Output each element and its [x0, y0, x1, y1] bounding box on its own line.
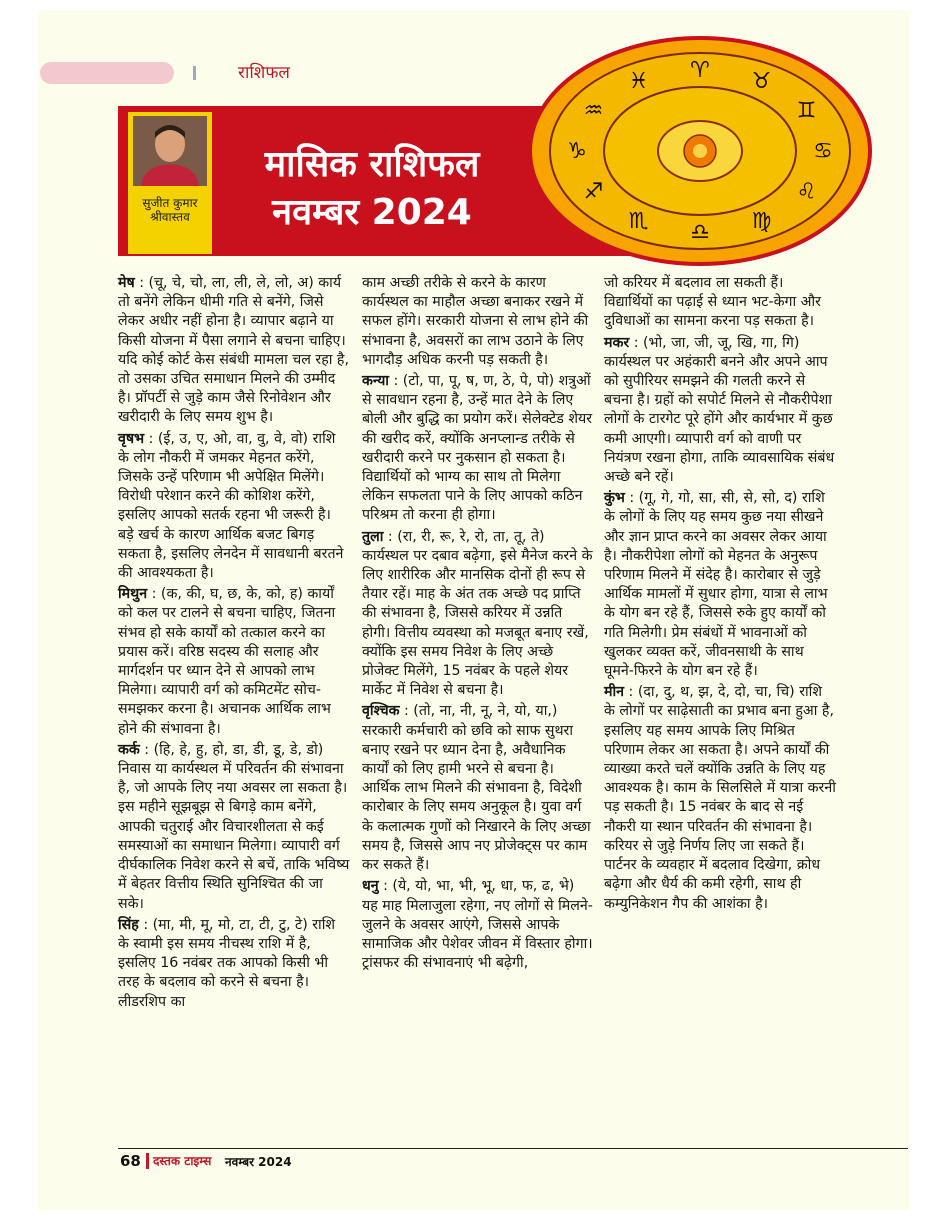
- horoscope-4: धनु : (ये, यो, भा, भी, भू, धा, फ, ढ, भे) यह माह मिलाजुला रहेगा, नए लोगों से मिलने-जुलने के अवसर आएंगे, जिससे आपके सामाजिक और पेशेवर जीवन में विस्तार होगा। ट्रांसफर की संभावनाएं भी बढ़ेगी,: [362, 878, 593, 972]
- page-number: 68: [120, 1152, 141, 1170]
- horoscope-3: कर्क : (हि, हे, हु, हो, डा, डी, डू, डे, डो) निवास या कार्यस्थल में परिवर्तन की संभावना है, जो आपके लिए नया अवसर ला सकता है। इस महीने सूझबूझ से बिगड़े काम बनेंगे, आपकी चतुराई और विचारशीलता से कई समस्याओं का समाधान मिलेगा। व्यापारी वर्ग दीर्घकालिक निवेश करने से बचें, ताकि भविष्य में बेहतर वित्तीय स्थिति सुनिश्चित की जा सके।: [118, 741, 350, 912]
- header-pill: [40, 62, 174, 84]
- sign-name: मकर: [604, 334, 630, 351]
- column-3: [604, 274, 836, 916]
- sun-icon: [684, 135, 716, 167]
- sign-name: कर्क: [118, 741, 140, 758]
- zodiac-symbol-icon: ♏: [628, 209, 649, 235]
- horoscope-2: मिथुन : (क, की, घ, छ, के, को, ह) कार्यों को कल पर टालने से बचना चाहिए, जितना संभव हो सके कार्यों को तत्काल करने का प्रयास करें। वरिष्ठ सदस्य की सलाह और मार्गदर्शन पर ध्यान देने से आपको लाभ मिलेगा। व्यापारी वर्ग को कमिटमेंट सोच-समझकर करना है। अचानक आर्थिक लाभ होने की संभावना है।: [118, 586, 336, 737]
- sign-name: मेष: [118, 275, 135, 291]
- author-photo: [133, 116, 207, 186]
- person-icon: [133, 116, 207, 186]
- zodiac-wheel: [527, 36, 873, 266]
- sign-name: धनु: [362, 878, 379, 895]
- horoscope-3: मीन : (दा, दु, थ, झ, दे, दो, चा, चि) राशि के लोगों पर साढ़ेसाती का प्रभाव बना हुआ है, इसलिए यह समय आपके लिए मिश्रित परिणाम लेकर आ सकता है। अपने कार्यों की व्याख्या करते चलें क्योंकि उन्नति के लिए यह आवश्यक है। काम के सिलसिले में यात्रा करनी पड़ सकती है। 15 नवंबर के बाद से नई नौकरी या स्थान परिवर्तन की संभावना है। करियर से जुड़े निर्णय लिए जा सकते हैं। पार्टनर के व्यवहार में बदलाव दिखेगा, क्रोध बढ़ेगा और धैर्य की कमी रहेगी, साथ ही कम्युनिकेशन गैप की आशंका है।: [604, 684, 836, 912]
- page-title-line1: मासिक राशिफल: [264, 144, 480, 185]
- sign-name: सिंह: [118, 916, 139, 933]
- horoscope-2: कुंभ : (गू, गे, गो, सा, सी, से, सो, द) राशि के लोगों के लिए यह समय कुछ नया सीखने और ज्ञान प्राप्त करने का अवसर लेकर आया है। नौकरीपेशा लोगों को मेहनत के अनुरूप परिणाम मिलने में संदेह है। कारोबार से जुड़े आर्थिक मामलों में सुधार होगा, यात्रा से लाभ के योग बन रहे हैं, जिससे रुके हुए कार्यों को गति मिलेगी। प्रेम संबंधों में भावनाओं को खुलकर व्यक्त करें, जीवनसाथी के साथ घूमने-फिरने के योग बन रहे हैं।: [604, 490, 828, 680]
- footer-rule: [118, 1148, 908, 1149]
- sign-name: तुला: [362, 528, 384, 545]
- zodiac-symbol-icon: ♌: [796, 179, 817, 205]
- column-1: [118, 274, 350, 1014]
- sign-name: कुंभ: [604, 490, 625, 507]
- section-label: राशिफल: [238, 63, 290, 83]
- footer-divider: [146, 1153, 149, 1169]
- sign-name: मिथुन: [118, 586, 148, 603]
- horoscope-continued: जो करियर में बदलाव ला सकती हैं। विद्यार्थियों का पढ़ाई से ध्यान भट-केगा और दुविधाओं का सामना करना पड़ सकता है।: [604, 275, 821, 330]
- magazine-name: दस्तक टाइम्स: [153, 1154, 212, 1168]
- page-title-line2: नवम्बर 2024: [272, 192, 472, 233]
- horoscope-2: तुला : (रा, री, रू, रे, रो, ता, तू, ते) कार्यस्थल पर दबाव बढ़ेगा, इसे मैनेज करने के लिए शारीरिक और मानसिक दोनों ही रूप से तैयार रहें। माह के अंत तक अच्छे पद प्राप्ति की संभावना है, जिससे करियर में उन्नति होगी। वित्तीय व्यवस्था को मजबूत बनाए रखें, क्योंकि इस समय निवेश के लिए अच्छे प्रोजेक्ट मिलेंगे, 15 नवंबर के पहले शेयर मार्केट में निवेश से बचना है।: [362, 528, 593, 699]
- zodiac-symbol-icon: ♈: [690, 58, 710, 83]
- zodiac-symbol-icon: ♋: [813, 139, 833, 164]
- header-divider: [193, 66, 196, 80]
- author-name: सुजीत कुमार श्रीवास्तव: [142, 196, 198, 224]
- sign-name: कन्या: [362, 373, 389, 390]
- zodiac-symbol-icon: ♑: [567, 139, 587, 164]
- sign-name: मीन: [604, 684, 625, 701]
- horoscope-1: कन्या : (टो, पा, पू, ष, ण, ठे, पे, पो) शत्रुओं से सावधान रहना है, उन्हें मात देने के लिए बोली और बुद्धि का प्रयोग करें। सेलेक्टेड शेयर की खरीद करें, क्योंकि अनप्लान्ड तरीके से खरीदारी करने पर नुकसान हो सकता है। विद्यार्थियों को भाग्य का साथ तो मिलेगा लेकिन सफलता पाने के लिए आपको कठिन परिश्रम तो करना ही होगा।: [362, 373, 593, 524]
- horoscope-1: वृषभ : (ई, उ, ए, ओ, वा, वु, वे, वो) राशि के लोग नौकरी में जमकर मेहनत करेंगे, जिसके उन्हें परिणाम भी अपेक्षित मिलेंगे। विरोधी परेशान करने की कोशिश करेंगे, इसलिए आपको सतर्क रहना भी जरूरी है। बड़े खर्च के कारण आर्थिक बजट बिगड़ सकता है, इसलिए लेनदेन में सावधानी बरतने की आवश्यकता है।: [118, 430, 344, 582]
- sign-name: वृश्चिक: [362, 703, 400, 720]
- zodiac-symbol-icon: ♒: [583, 98, 604, 124]
- issue-month: नवम्बर 2024: [225, 1155, 292, 1169]
- zodiac-symbol-icon: ♍: [751, 209, 772, 235]
- horoscope-4: सिंह : (मा, मी, मू, मो, टा, टी, टु, टे) राशि के स्वामी इस समय नीचस्थ राशि में है, इसलिए 16 नवंबर तक आपको किसी भी तरह के बदलाव को करने से बचना है। लीडरशिप का: [118, 916, 336, 1010]
- column-2: [362, 274, 594, 975]
- horoscope-0: मेष : (चू, चे, चो, ला, ली, ले, लो, अ) कार्य तो बनेंगे लेकिन धीमी गति से बनेंगे, जिसे लेकर अधीर नहीं होना है। व्यापार बढ़ाने या किसी योजना में पैसा लगाने से बचना चाहिए। यदि कोई कोर्ट केस संबंधी मामला चल रहा है, तो उसका उचित समाधान मिलने की उम्मीद है। प्रॉपर्टी से जुड़े काम जैसे रिनोवेशन और खरीदारी के लिए समय शुभ है।: [118, 275, 349, 426]
- horoscope-continued: काम अच्छी तरीके से करने के कारण कार्यस्थल का माहौल अच्छा बनाकर रखने में सफल होंगे। सरकारी योजना से लाभ होने की संभावना है, अवसरों का लाभ उठाने के लिए भागदौड़ अधिक करनी पड़ सकती है।: [362, 275, 589, 368]
- zodiac-symbol-icon: ♓: [628, 68, 649, 94]
- zodiac-symbol-icon: ♐: [583, 179, 604, 205]
- zodiac-symbol-icon: ♊: [796, 98, 817, 124]
- sign-name: वृषभ: [118, 430, 145, 447]
- zodiac-symbol-icon: ♎: [690, 220, 710, 245]
- horoscope-1: मकर : (भो, जा, जी, जू, खि, गा, गि) कार्यस्थल पर अहंकारी बनने और अपने आप को सुपीरियर समझने की गलती करने से बचना है। ग्रहों को सपोर्ट मिलने से नौकरीपेशा लोगों के टारगेट पूरे होंगे और कार्यभार में कुछ कमी आएगी। व्यापारी वर्ग को वाणी पर नियंत्रण रखना होगा, ताकि व्यावसायिक संबंध अच्छे बने रहें।: [604, 334, 835, 486]
- horoscope-3: वृश्चिक : (तो, ना, नी, नू, ने, यो, या,) सरकारी कर्मचारी को छवि को साफ सुथरा बनाए रखने पर ध्यान देना है, अवैधानिक कार्यों को लिए हामी भरने से बचना है। आर्थिक लाभ मिलने की संभावना है, विदेशी कारोबार के लिए समय अनुकूल है। युवा वर्ग के कलात्मक गुणों को निखारने के लिए अच्छा समय है, जिससे आप नए प्रोजेक्ट्स पर काम कर सकते हैं।: [362, 703, 591, 874]
- zodiac-symbol-icon: ♉: [751, 68, 772, 94]
